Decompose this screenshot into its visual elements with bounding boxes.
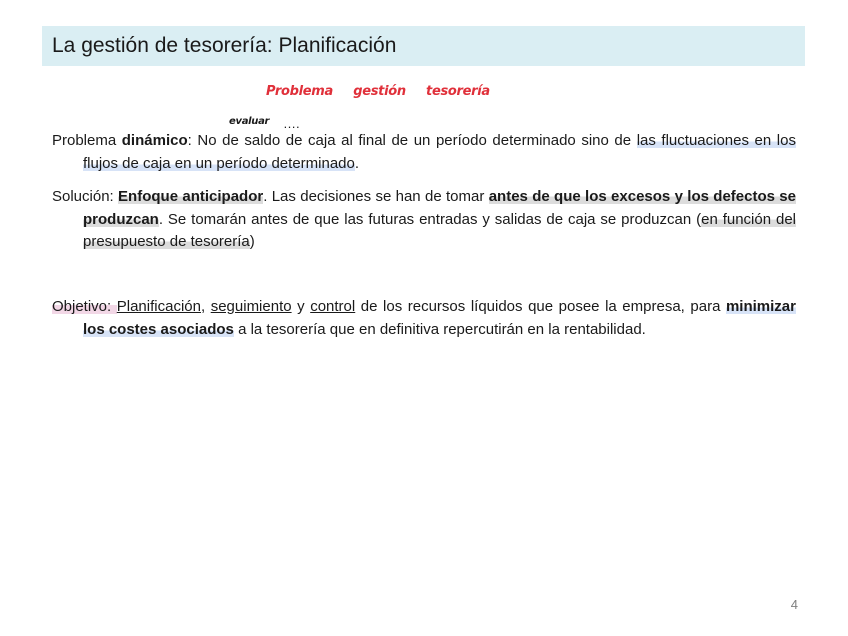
p3-underline-control: control [310, 298, 356, 315]
p2-text-3: . Se tomarán antes de que las futuras entradas y salidas de caja se produzcan ( [158, 210, 702, 228]
p2-text-1: Solución: [52, 188, 119, 205]
paragraph-solucion [52, 186, 796, 254]
handwritten-note-problema: Problema gestión tesorería [266, 84, 490, 99]
p2-bold-enfoque: Enfoque anticipador [118, 188, 264, 205]
p1-text-1: Problema [52, 132, 122, 149]
slide-title: La gestión de tesorería: Planificación [52, 34, 397, 57]
p3-text-1: Objetivo: [52, 298, 117, 315]
p1-highlight: las fluctuaciones en los flujos de caja en un período determinado [83, 132, 796, 172]
p3-text-4: de los recursos líquidos que posee la empresa, para [355, 298, 726, 315]
p3-text-2: , [200, 298, 211, 315]
p2-text-4: ) [249, 233, 255, 250]
page-number: 4 [790, 597, 798, 612]
p3-bold-minimizar: minimizar los costes asociados [83, 298, 796, 338]
ellipsis-text: …. [283, 116, 300, 131]
p2-text-2: . Las decisiones se han de tomar [263, 188, 489, 205]
paragraph-objetivo [52, 296, 796, 341]
p1-text-2: : No de saldo de caja al final de un período determinado sino de [187, 132, 637, 149]
p1-bold-dinamico: dinámico [121, 132, 188, 149]
p3-underline-planificacion: Planificación [116, 298, 201, 315]
p2-highlight-presupuesto: en función del presupuesto de tesorería [83, 210, 796, 250]
handwritten-note-evaluar: evaluar [229, 116, 270, 127]
p3-underline-seguimiento: seguimiento [210, 298, 292, 315]
p1-text-3: . [354, 154, 360, 172]
p2-bold-antes: antes de que los excesos y los defectos se produzcan [83, 188, 796, 228]
p3-text-3: y [291, 298, 311, 315]
p3-text-5: a la tesorería que en definitiva repercutirán en la rentabilidad. [233, 320, 646, 338]
slide-title-bar [42, 26, 805, 66]
paragraph-problema [52, 130, 796, 175]
